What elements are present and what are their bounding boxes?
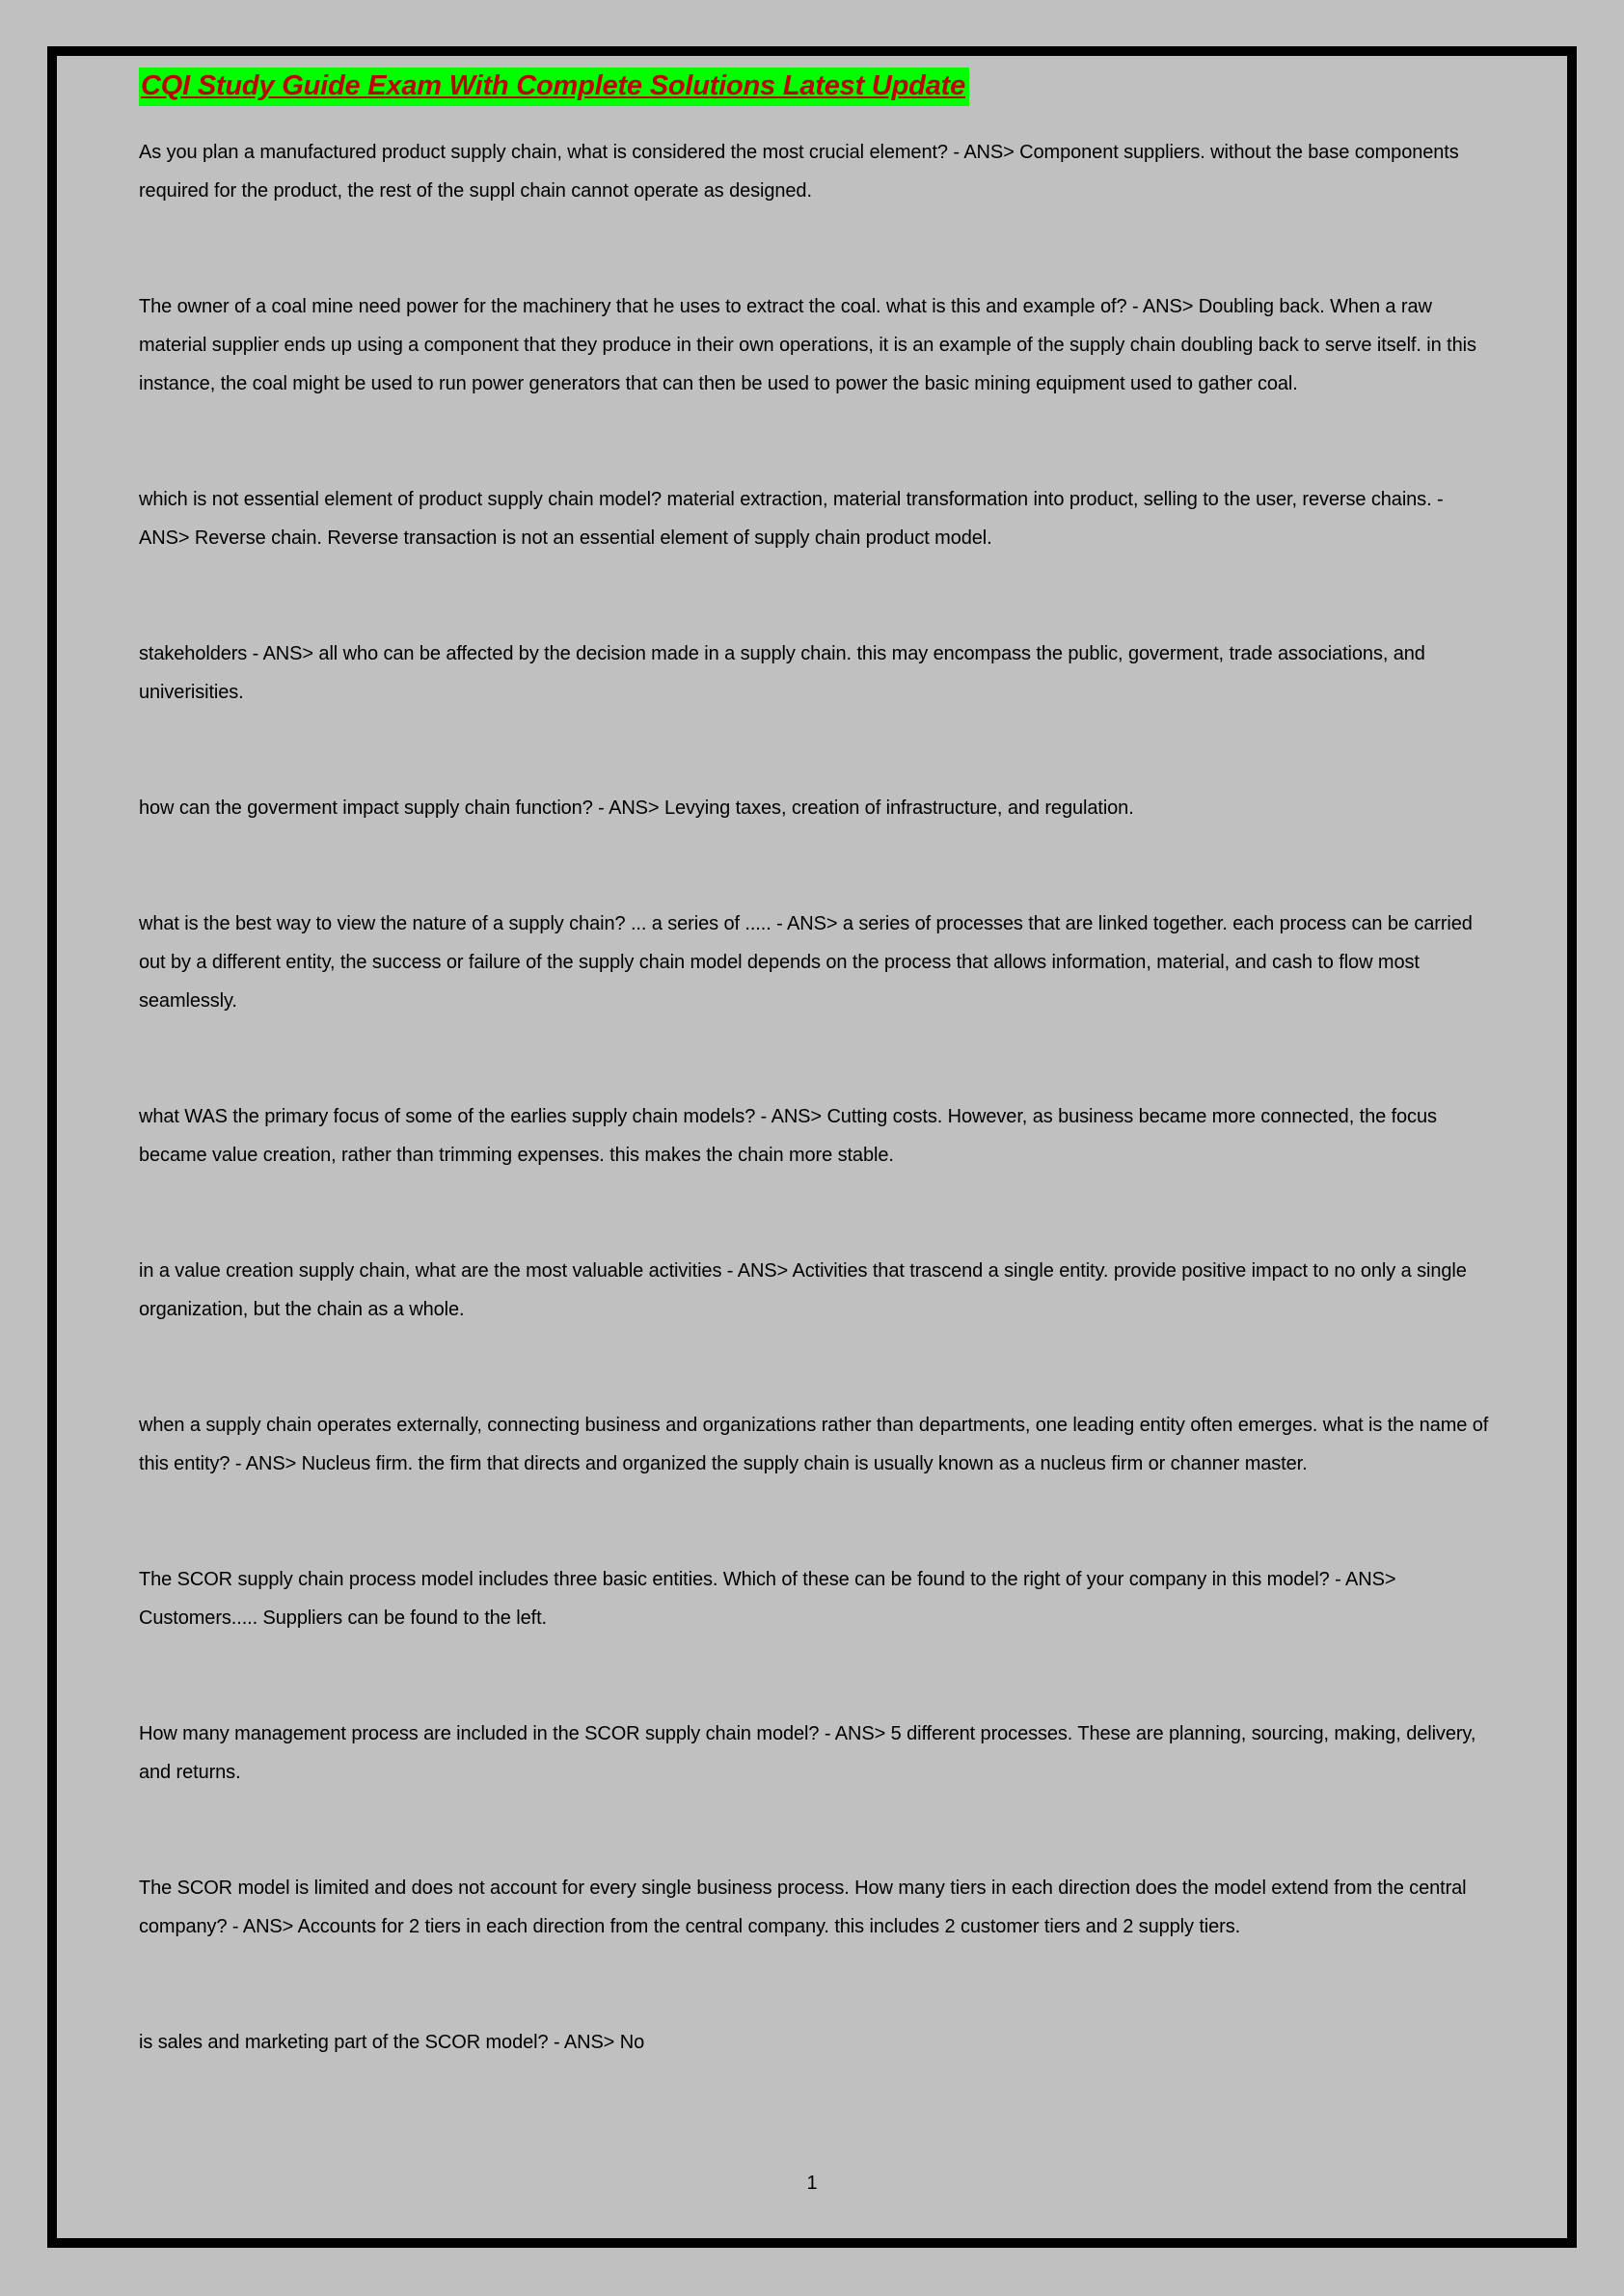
- qa-item-4: stakeholders - ANS> all who can be affected by the decision made in a supply chain. this may encompass the public, goverment, trade associations, and univerisities.: [139, 643, 1425, 703]
- qa-item-9: when a supply chain operates externally, connecting business and organizations rather than departments, one leading entity often emerges. what is the name of this entity? - ANS> Nucleus firm. the firm that directs and organized the supply chain is usually known as a nucleus firm or channer master.: [139, 1415, 1489, 1474]
- qa-item-11: How many management process are included in the SCOR supply chain model? - ANS> 5 different processes. These are planning, sourcing, making, delivery, and returns.: [139, 1723, 1476, 1783]
- qa-item-8: in a value creation supply chain, what are the most valuable activities - ANS> Activities that trascend a single entity. provide positive impact to no only a single organization, but the chain as a whole.: [139, 1260, 1467, 1320]
- page-number: 1: [806, 2173, 818, 2194]
- qa-item-6: what is the best way to view the nature of a supply chain? ... a series of ..... - ANS> a series of processes that are linked together. each process can be carried out by a different entity, the success or failure of the supply chain model depends on the process that allows information, material, and cash to flow most seamlessly.: [139, 913, 1473, 1012]
- qa-item-5: how can the goverment impact supply chain function? - ANS> Levying taxes, creation of infrastructure, and regulation.: [139, 797, 1134, 819]
- qa-item-12: The SCOR model is limited and does not account for every single business process. How many tiers in each direction does the model extend from the central company? - ANS> Accounts for 2 tiers in each direction from the central company. this includes 2 customer tiers and 2 supply tiers.: [139, 1877, 1467, 1937]
- qa-item-7: what WAS the primary focus of some of the earlies supply chain models? - ANS> Cutting costs. However, as business became more connected, the focus became value creation, rather than trimming expenses. this makes the chain more stable.: [139, 1106, 1437, 1166]
- qa-item-1: As you plan a manufactured product supply chain, what is considered the most crucial element? - ANS> Component suppliers. without the base components required for the product, the rest of the suppl chain cannot operate as designed.: [139, 142, 1459, 202]
- document-title: CQI Study Guide Exam With Complete Solutions Latest Update: [139, 68, 969, 106]
- document-body: [139, 68, 1489, 2139]
- qa-list: [139, 133, 1489, 2062]
- qa-item-2: The owner of a coal mine need power for the machinery that he uses to extract the coal. what is this and example of? - ANS> Doubling back. When a raw material supplier ends up using a component that they produce in their own operations, it is an example of the supply chain doubling back to serve itself. in this instance, the coal might be used to run power generators that can then be used to power the basic mining equipment used to gather coal.: [139, 296, 1476, 394]
- qa-item-10: The SCOR supply chain process model includes three basic entities. Which of these can be found to the right of your company in this model? - ANS> Customers..... Suppliers can be found to the left.: [139, 1569, 1396, 1629]
- qa-item-3: which is not essential element of product supply chain model? material extraction, material transformation into product, selling to the user, reverse chains. - ANS> Reverse chain. Reverse transaction is not an essential element of supply chain product model.: [139, 489, 1444, 549]
- qa-item-13: is sales and marketing part of the SCOR model? - ANS> No: [139, 2032, 645, 2053]
